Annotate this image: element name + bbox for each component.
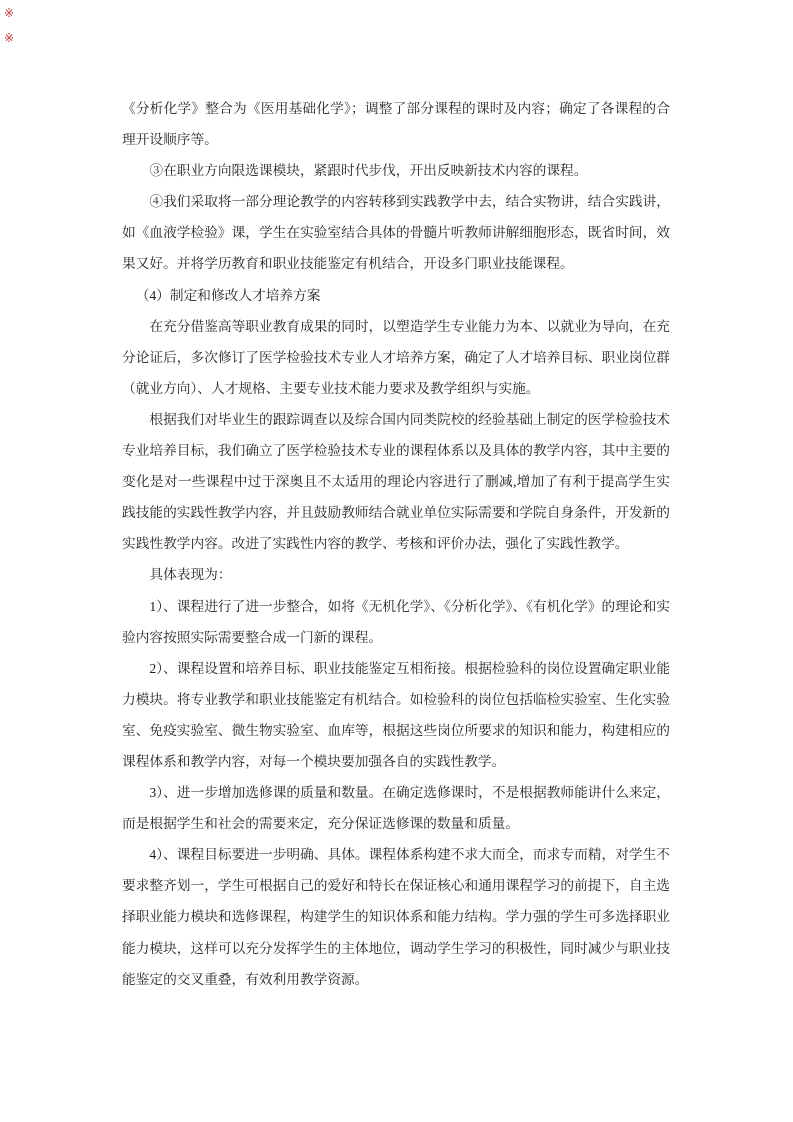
paragraph: 4）、课程目标要进一步明确、具体。课程体系构建不求大而全，而求专而精，对学生不要求整齐划一，学生可根据自己的爱好和特长在保证核心和通用课程学习的前提下，自主选择职业能力模块和选修课程，构建学生的知识体系和能力结构。学力强的学生可多选择职业能力模块，这样可以充分发挥学生的主体地位，调动学生学习的积极性，同时减少与职业技能鉴定的交叉重叠，有效利用教学资源。 (122, 847, 670, 987)
corner-marks (4, 7, 20, 44)
corner-mark-icon: ※ (4, 6, 15, 20)
corner-mark-icon: ※ (4, 31, 15, 45)
paragraph: 3）、进一步增加选修课的质量和数量。在确定选修课时，不是根据教师能讲什么来定，而是根据学生和社会的需要来定，充分保证选修课的数量和质量。 (122, 785, 670, 832)
document-text-block (122, 93, 670, 995)
paragraph: 在充分借鉴高等职业教育成果的同时，以塑造学生专业能力为本、以就业为导向，在充分论证后，多次修订了医学检验技术专业人才培养方案，确定了人才培养目标、职业岗位群（就业方向）、人才规格、主要专业技术能力要求及教学组织与实施。 (122, 318, 670, 396)
paragraph: 《分析化学》整合为《医用基础化学》；调整了部分课程的课时及内容；确定了各课程的合理开设顺序等。 (122, 101, 670, 148)
paragraph: 根据我们对毕业生的跟踪调查以及综合国内同类院校的经验基础上制定的医学检验技术专业培养目标，我们确立了医学检验技术专业的课程体系以及具体的教学内容，其中主要的变化是对一些课程中过于深奥且不太适用的理论内容进行了删减,增加了有利于提高学生实践技能的实践性教学内容，并且鼓励教师结合就业单位实际需要和学院自身条件，开发新的实践性教学内容。改进了实践性内容的教学、考核和评价办法，强化了实践性教学。 (122, 411, 670, 552)
paragraph: 具体表现为： (149, 567, 232, 583)
paragraph: ④我们采取将一部分理论教学的内容转移到实践教学中去，结合实物讲，结合实践讲，如《血液学检验》课，学生在实验室结合具体的骨髓片听教师讲解细胞形态，既省时间，效果又好。并将学历教育和职业技能鉴定有机结合，开设多门职业技能课程。 (122, 194, 670, 272)
paragraph: 2）、课程设置和培养目标、职业技能鉴定互相衔接。根据检验科的岗位设置确定职业能力模块。将专业教学和职业技能鉴定有机结合。如检验科的岗位包括临检实验室、生化实验室、免疫实验室、微生物实验室、血库等，根据这些岗位所要求的知识和能力，构建相应的课程体系和教学内容，对每一个模块要加强各自的实践性教学。 (122, 660, 670, 769)
paragraph: 1）、课程进行了进一步整合，如将《无机化学》、《分析化学》、《有机化学》的理论和实验内容按照实际需要整合成一门新的课程。 (122, 598, 670, 645)
paragraph: （4）制定和修改人才培养方案 (135, 287, 321, 303)
paragraph: ③在职业方向限选课模块，紧跟时代步伐，开出反映新技术内容的课程。 (149, 163, 588, 179)
